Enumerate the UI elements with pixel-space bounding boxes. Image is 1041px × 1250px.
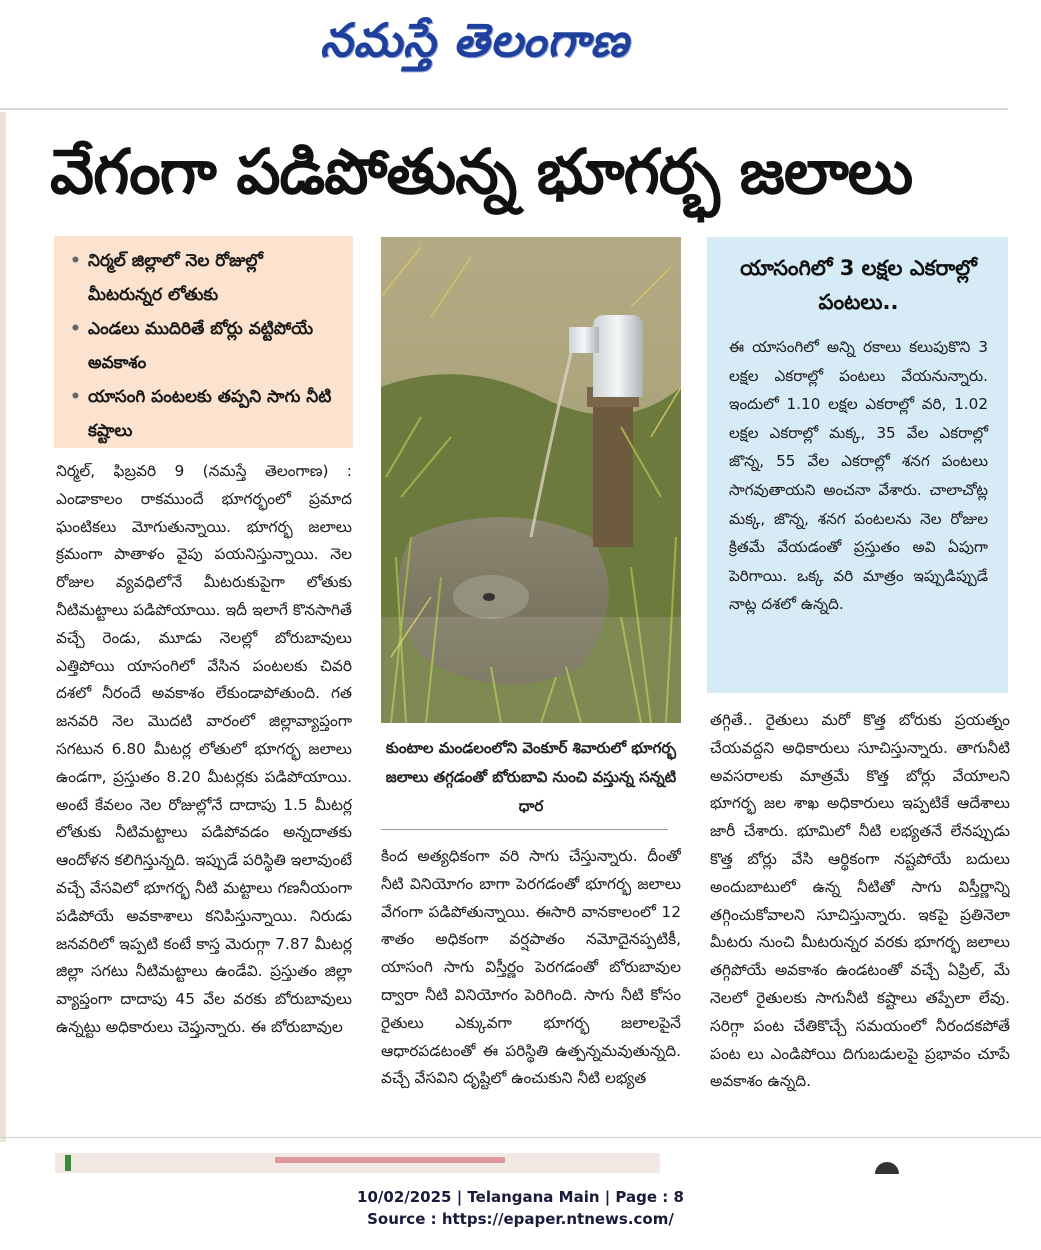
advertisement-strip (55, 1153, 660, 1173)
ad-text-fragment (275, 1157, 505, 1163)
caption-divider (381, 829, 668, 830)
photo-caption: కుంటాల మండలంలోని వెంకూర్ శివారులో భూగర్భ జలాలు తగ్గడంతో బోరుబావి నుంచి వస్తున్న సన్నటి ధార (385, 739, 677, 815)
bullet-icon: • (70, 319, 81, 339)
page-gutter (0, 112, 6, 1142)
article-body-column-2: కింద అత్యధికంగా వరి సాగు చేస్తున్నారు. దీంతో నీటి వినియోగం బాగా పెరగడంతో భూగర్భ జలాలు వేగంగా పడిపోతున్నాయి. ఈసారి వానకాలంలో 12 శాతం అధికంగా వర్షపాతం నమోదైనప్పటికీ, యాసంగి సాగు విస్తీర్ణం పెరగడంతో బోరుబావుల ద్వారా నీటి వినియోగం పెరిగింది. సాగు నీటి కోసం రైతులు ఎక్కువగా భూగర్భ జలాలపైనే ఆధారపడటంతో ఈ పరిస్థితి ఉత్పన్నమవుతున్నది. వచ్చే వేసవిని దృష్టిలో ఉంచుకుని నీటి లభ్యత (381, 847, 681, 1088)
article-photo (381, 237, 681, 723)
borewell-photo-illustration (381, 237, 681, 723)
newspaper-logo: నమస్తే తెలంగాణ (320, 13, 630, 67)
highlight-text: ఎండలు ముదిరితే బోర్లు వట్టిపోయే అవకాశం (88, 319, 314, 373)
ad-graphic (875, 1162, 899, 1174)
info-box-body: ఈ యాసంగిలో అన్ని రకాలు కలుపుకొని 3 లక్షల ఎకరాల్లో పంటలు వేయనున్నారు. ఇందులో 1.10 లక్షల ఎకరాల్లో వరి, 1.02 లక్షల ఎకరాల్లో మక్క, 35 వేల ఎకరాల్లో జొన్న, 55 వేల ఎకరాల్లో శనగ పంటలు సాగవుతాయని అంచనా వేశారు. చాలాచోట్ల మక్క, జొన్న, శనగ పంటలను నెల రోజుల క్రితమే వేయడంతో ప్రస్తుతం అవి ఏపుగా పెరిగాయి. ఒక్క వరి మాత్రం ఇప్పుడిప్పుడే నాట్ల దశలో ఉన్నది. (729, 338, 988, 614)
highlights-box (54, 236, 353, 448)
bullet-icon: • (70, 387, 81, 407)
footer-edition-info: 10/02/2025 | Telangana Main | Page : 8 (357, 1188, 684, 1206)
footer-source-link[interactable]: Source : https://epaper.ntnews.com/ (367, 1210, 674, 1228)
highlight-item (70, 380, 339, 448)
highlight-text: నిర్మల్ జిల్లాలో నెల రోజుల్లో మీటరున్నర లోతుకు (88, 251, 263, 305)
masthead (0, 0, 1041, 112)
page-footer (0, 1186, 1041, 1236)
article-body-column-1: నిర్మల్, ఫిబ్రవరి 9 (నమస్తే తెలంగాణ) : ఎండాకాలం రాకముందే భూగర్భంలో ప్రమాద ఘంటికలు మోగుతున్నాయి. భూగర్భ జలాలు క్రమంగా పాతాళం వైపు పయనిస్తున్నాయి. నెల రోజుల వ్యవధిలోనే మీటరుకుపైగా లోతుకు నీటిమట్టాలు పడిపోయాయి. ఇదీ ఇలాగే కొనసాగితే వచ్చే రెండు, మూడు నెలల్లో బోరుబావులు ఎత్తిపోయి యాసంగిలో వేసిన పంటలకు చివరి దశలో నీరందే అవకాశం లేకుండాపోతుంది. గత జనవరి నెల మొదటి వారంలో జిల్లావ్యాప్తంగా సగటున 6.80 మీటర్ల లోతులో భూగర్భ జలాలు ఉండగా, ప్రస్తుతం 8.20 మీటర్లకు పడిపోయాయి. అంటే కేవలం నెల రోజుల్లోనే దాదాపు 1.5 మీటర్ల లోతుకు నీటిమట్టాలు పడిపోవడం అన్నదాతకు ఆందోళన కలిగిస్తున్నది. ఇప్పుడే పరిస్థితి ఇలావుంటే వచ్చే వేసవిలో భూగర్భ నీటి మట్టాలు గణనీయంగా పడిపోయే అవకాశాలు కనిపిస్తున్నాయి. నిరుడు జనవరిలో ఇప్పటి కంటే కాస్త మెరుగ్గా 7.87 మీటర్ల జిల్లా సగటు నీటిమట్టాలు ఉండేవి. ప్రస్తుతం జిల్లా వ్యాప్తంగా దాదాపు 45 వేల వరకు బోరుబావులు ఉన్నట్టు అధికారులు చెప్తున్నారు. ఈ బోరుబావుల (56, 462, 352, 1036)
highlight-item (70, 312, 339, 380)
masthead-divider (0, 108, 1008, 110)
article-headline: వేగంగా పడిపోతున్న భూగర్భ జలాలు (50, 135, 913, 208)
highlight-text: యాసంగి పంటలకు తప్పని సాగు నీటి కష్టాలు (88, 387, 332, 441)
info-box-title: యాసంగిలో 3 లక్షల ఎకరాల్లో పంటలు.. (740, 256, 977, 314)
sidebar-info-box (707, 237, 1008, 693)
bullet-icon: • (70, 251, 81, 271)
article-body-column-3: తగ్గితే.. రైతులు మరో కొత్త బోరుకు ప్రయత్నం చేయవద్దని అధికారులు సూచిస్తున్నారు. తాగునీటి అవసరాలకు మాత్రమే కొత్త బోర్లు వేయాలని భూగర్భ జల శాఖ అధికారులు ఇప్పటికే ఆదేశాలు జారీ చేశారు. భూమిలో నీటి లభ్యతనే లేనప్పుడు కొత్త బోర్లు వేసి ఆర్థికంగా నష్టపోయే బదులు అందుబాటులో ఉన్న నీటితో సాగు విస్తీర్ణాన్ని తగ్గించుకోవాలని సూచిస్తున్నారు. ఇకపై ప్రతినెలా మీటరు నుంచి మీటరున్నర వరకు భూగర్భ జలాలు తగ్గిపోయే అవకాశం ఉండటంతో వచ్చే ఏప్రిల్, మే నెలలో రైతులకు సాగునీటి కష్టాలు తప్పేలా లేవు. సరిగ్గా పంట చేతికొచ్చే సమయంలో నీరందకపోతే పంట లు ఎండిపోయి దిగుబడులపై ప్రభావం చూపే అవకాశం ఉన్నది. (710, 711, 1010, 1091)
bottom-divider (0, 1137, 1041, 1138)
highlight-item (70, 244, 339, 312)
